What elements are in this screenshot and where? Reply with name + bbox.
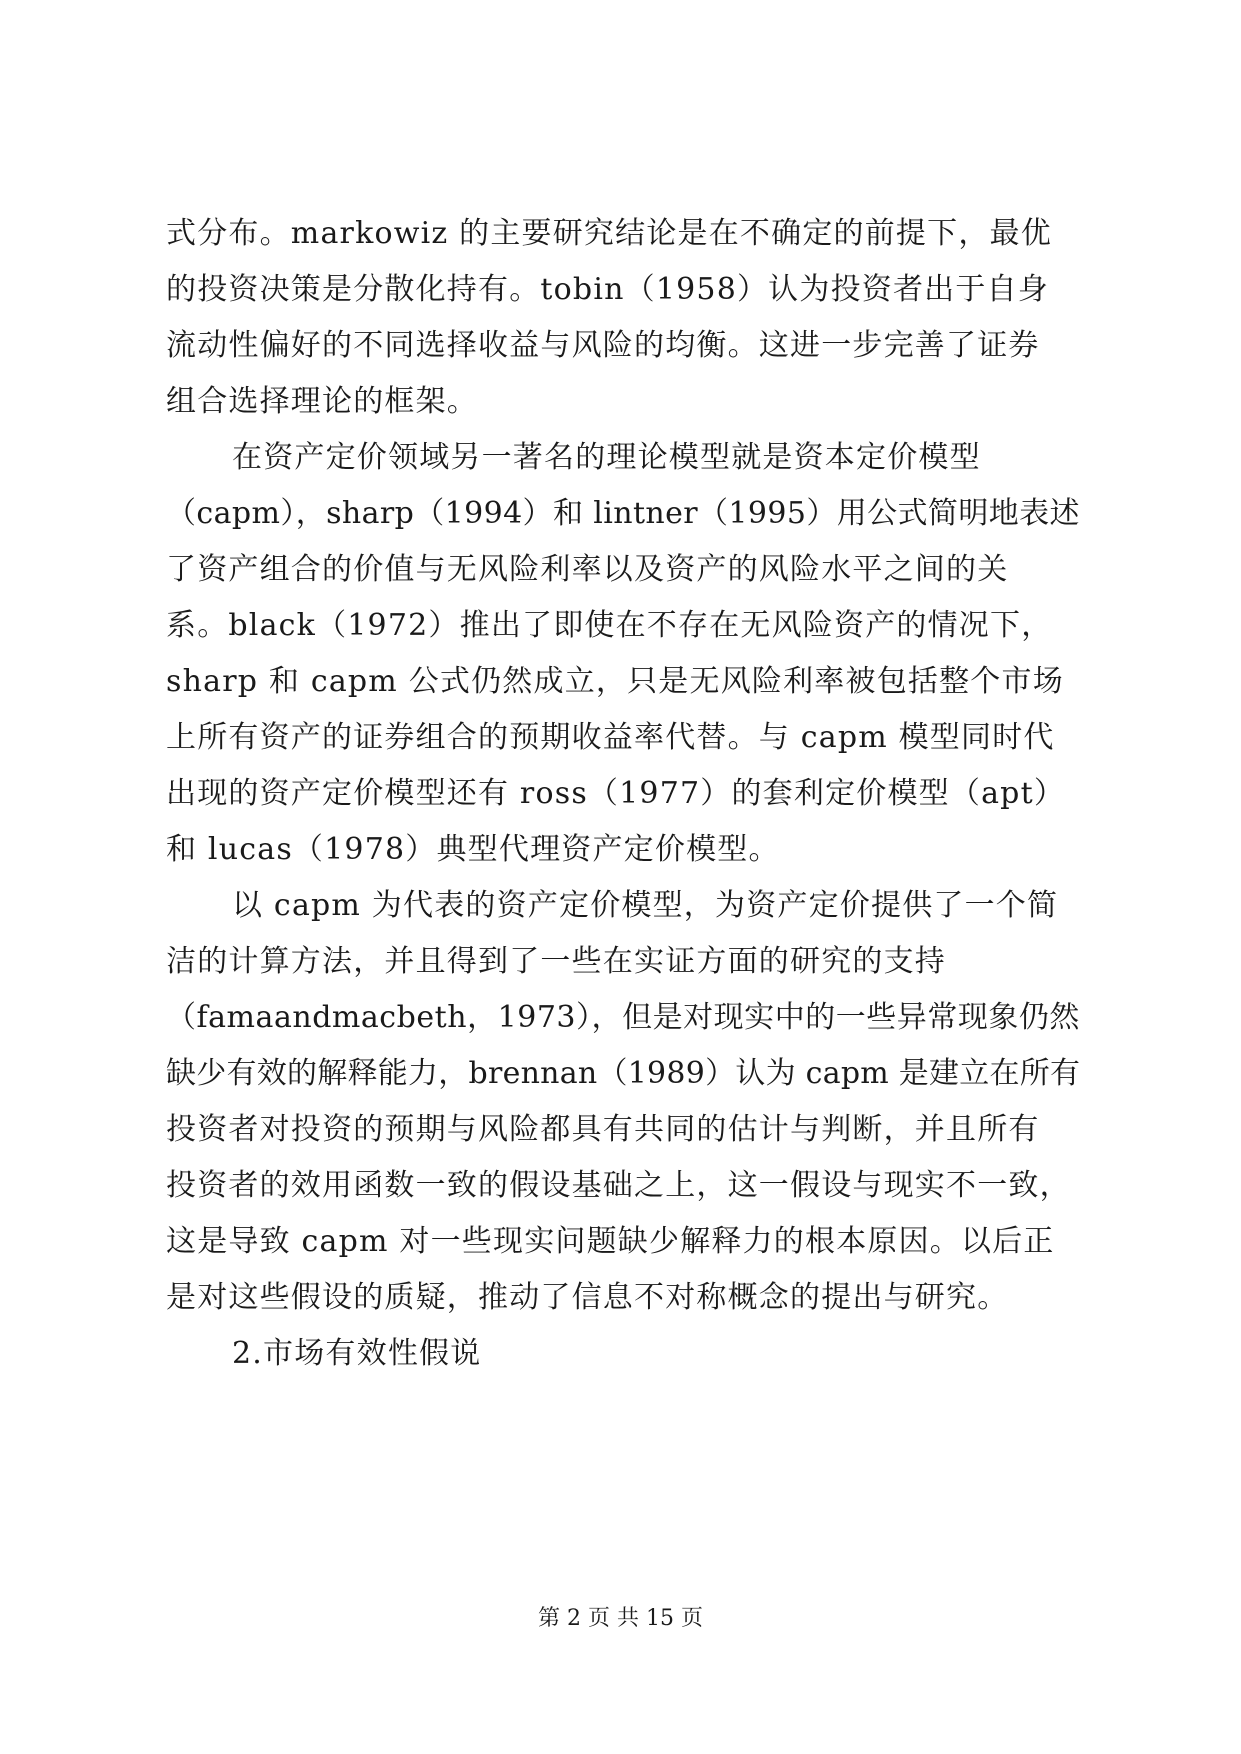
paragraph-line: （capm），sharp（1994）和 lintner（1995）用公式简明地表述 bbox=[166, 496, 1080, 531]
paragraph-line: 洁的计算方法，并且得到了一些在实证方面的研究的支持 bbox=[166, 944, 946, 979]
page-number-footer: 第 2 页 共 15 页 bbox=[538, 1606, 703, 1631]
paragraph-line: 的投资决策是分散化持有。tobin（1958）认为投资者出于自身 bbox=[166, 272, 1049, 307]
paragraph-line: 投资者的效用函数一致的假设基础之上，这一假设与现实不一致， bbox=[166, 1168, 1071, 1203]
paragraph-line: 系。black（1972）推出了即使在不存在无风险资产的情况下， bbox=[166, 608, 1053, 643]
paragraph-line: 投资者对投资的预期与风险都具有共同的估计与判断，并且所有 bbox=[166, 1112, 1040, 1147]
paragraph-line: 式分布。markowiz 的主要研究结论是在不确定的前提下，最优 bbox=[166, 216, 1052, 251]
section-heading: 2.市场有效性假说 bbox=[232, 1336, 482, 1371]
paragraph-line: 缺少有效的解释能力，brennan（1989）认为 capm 是建立在所有 bbox=[166, 1056, 1081, 1091]
paragraph-line: 是对这些假设的质疑，推动了信息不对称概念的提出与研究。 bbox=[166, 1280, 1009, 1315]
paragraph-line: 组合选择理论的框架。 bbox=[166, 384, 478, 419]
paragraph-line: 这是导致 capm 对一些现实问题缺少解释力的根本原因。以后正 bbox=[166, 1224, 1055, 1259]
paragraph-line: 在资产定价领域另一著名的理论模型就是资本定价模型 bbox=[232, 440, 981, 475]
paragraph-line: 出现的资产定价模型还有 ross（1977）的套利定价模型（apt） bbox=[166, 776, 1066, 811]
paragraph-line: 以 capm 为代表的资产定价模型，为资产定价提供了一个简 bbox=[232, 888, 1059, 923]
paragraph-line: 流动性偏好的不同选择收益与风险的均衡。这进一步完善了证券 bbox=[166, 328, 1040, 363]
paragraph-line: 上所有资产的证券组合的预期收益率代替。与 capm 模型同时代 bbox=[166, 720, 1055, 755]
paragraph-line: 了资产组合的价值与无风险利率以及资产的风险水平之间的关 bbox=[166, 552, 1009, 587]
paragraph-line: （famaandmacbeth，1973），但是对现实中的一些异常现象仍然 bbox=[166, 1000, 1080, 1035]
paragraph-line: sharp 和 capm 公式仍然成立，只是无风险利率被包括整个市场 bbox=[166, 664, 1064, 699]
paragraph-line: 和 lucas（1978）典型代理资产定价模型。 bbox=[166, 832, 780, 867]
